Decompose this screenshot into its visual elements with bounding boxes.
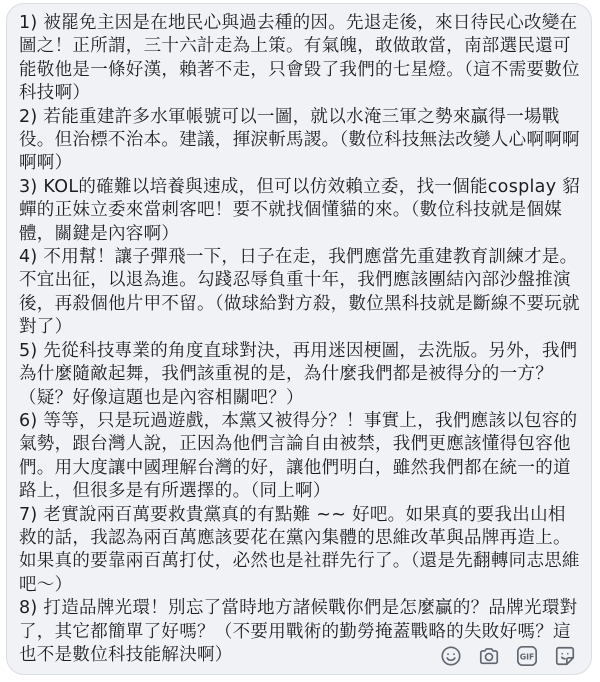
sticker-button[interactable]: [553, 644, 577, 668]
sticker-icon: [554, 645, 576, 667]
smiley-icon: [440, 645, 462, 667]
paragraph-3: 3) KOL的確難以培養與速成，但可以仿效賴立委，找一個能cosplay 貂蟬的正妹立委來當刺客吧！要不就找個懂貓的來。（數位科技就是個媒體，關鍵是內容啊）: [19, 176, 581, 244]
comment-text[interactable]: [19, 12, 583, 667]
paragraph-2: 2) 若能重建許多水軍帳號可以一圖，就以水淹三軍之勢來贏得一場戰役。但治標不治本。建議，揮淚斬馬謖。（數位科技無法改變人心啊啊啊啊啊）: [19, 106, 580, 174]
photo-button[interactable]: [477, 644, 501, 668]
paragraph-7: 7) 老實說兩百萬要救貴黨真的有點難 ~~ 好吧。如果真的要我出山相救的話，我認為兩百萬應該要花在黨內集體的思維改革與品牌再造上。如果真的要靠兩百萬打仗，必然也是社群先行了。（還是先翻轉同志思維吧～）: [19, 504, 580, 595]
paragraph-4: 4) 不用幫！讓子彈飛一下，日子在走，我們應當先重建教育訓練才是。不宜出征，以退為進。勾踐忍辱負重十年，我們應該團結內部沙盤推演後，再殺個他片甲不留。（做球給對方殺，數位黑科技就是斷線不要玩就對了）: [19, 247, 580, 338]
paragraph-8: 8) 打造品牌光環！別忘了當時地方諸候戰你們是怎麼贏的？品牌光環對了，其它都簡單了好嗎？（不要用戰術的勤勞掩蓋戰略的失敗好嗎？這也不是數位科技能解決啊）: [19, 598, 578, 665]
gif-button[interactable]: [515, 644, 539, 668]
gif-label: GIF: [519, 652, 535, 662]
paragraph-1: 1) 被罷免主因是在地民心與過去種的因。先退走後，來日待民心改變在圖之！正所謂，三十六計走為上策。有氣魄，敢做敢當，南部選民還可能敬他是一條好漢，賴著不走，只會毀了我們的七星燈。（這不需要數位科技啊）: [19, 13, 580, 104]
camera-icon: [478, 645, 500, 667]
composer-toolbar: [439, 644, 577, 668]
paragraph-5: 5) 先從科技專業的角度直球對決，再用迷因梗圖，去洗版。另外，我們為什麼隨敵起舞，我們該重視的是，為什麼我們都是被得分的一方？（疑？好像這題也是內容相關吧？）: [19, 340, 578, 408]
paragraph-6: 6) 等等，只是玩過遊戲，本黨又被得分？！事實上，我們應該以包容的氣勢，跟台灣人說，正因為他們言論自由被禁，我們更應該懂得包容他們。用大度讓中國理解台灣的好，讓他們明白，雖然我們都在統一的道路上，但很多是有所選擇的。（同上啊）: [19, 410, 578, 502]
gif-icon: [516, 645, 538, 667]
comment-composer[interactable]: [6, 3, 592, 675]
emoji-button[interactable]: [439, 644, 463, 668]
